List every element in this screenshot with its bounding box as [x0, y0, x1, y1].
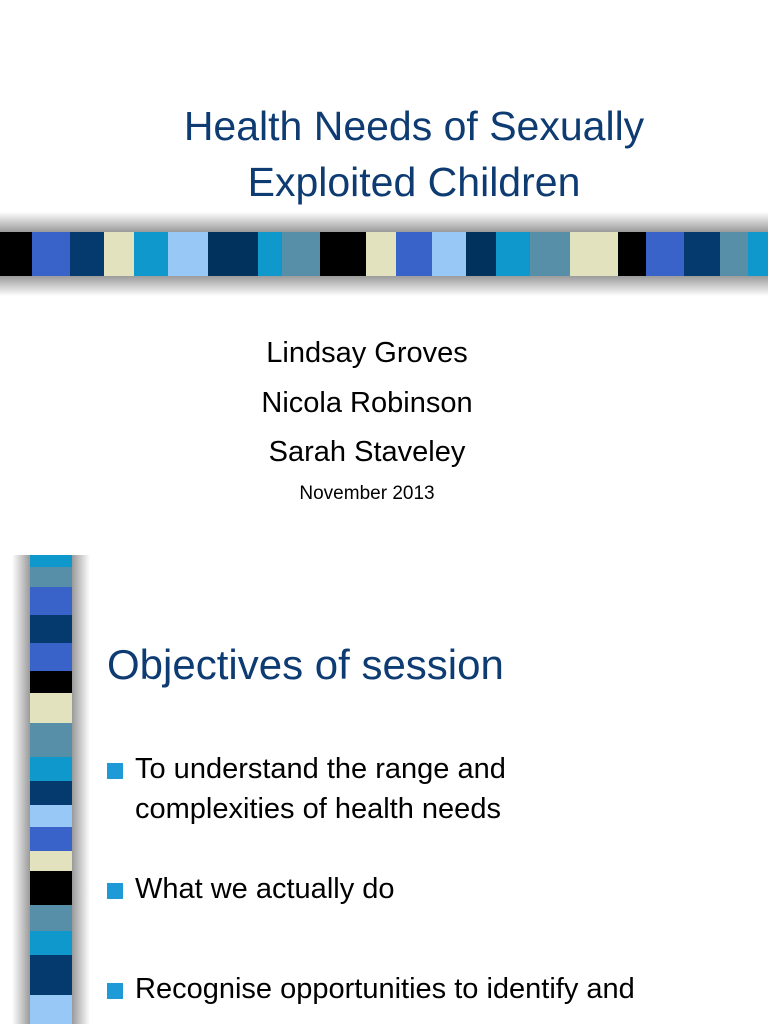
- objectives-title: Objectives of session: [107, 641, 504, 688]
- stripe-block: [646, 232, 684, 276]
- stripe-block: [30, 827, 72, 851]
- stripe-block: [30, 555, 72, 567]
- stripe-block: [530, 232, 570, 276]
- stripe-block: [496, 232, 530, 276]
- stripe-block: [30, 587, 72, 615]
- stripe-block: [208, 232, 258, 276]
- title-line-2: Exploited Children: [247, 159, 581, 205]
- stripe-block: [282, 232, 320, 276]
- stripe-block: [30, 671, 72, 693]
- list-item-text: Recognise opportunities to identify and: [135, 973, 635, 1005]
- bullet-square-icon: [107, 763, 123, 779]
- stripe-block: [30, 781, 72, 805]
- stripe-block: [30, 567, 72, 587]
- stripe-block: [30, 615, 72, 643]
- author-name: Nicola Robinson: [261, 386, 473, 419]
- bullet-square-icon: [107, 983, 123, 999]
- stripe-block: [320, 232, 366, 276]
- stripe-block: [0, 232, 32, 276]
- list-item: [107, 869, 767, 969]
- list-item: [107, 749, 767, 869]
- list-item-text: What we actually do: [135, 873, 395, 905]
- stripe-block: [258, 232, 282, 276]
- stripe-block: [30, 851, 72, 871]
- presentation-date: November 2013: [299, 482, 435, 504]
- stripe-block: [32, 232, 70, 276]
- stripe-block: [30, 805, 72, 827]
- stripe-block: [684, 232, 720, 276]
- decorative-stripe-band: [0, 212, 768, 296]
- stripe-block: [30, 871, 72, 905]
- decorative-vertical-stripe: [0, 555, 90, 1024]
- stripe-block: [168, 232, 208, 276]
- stripe-block: [134, 232, 168, 276]
- author-name: Sarah Staveley: [268, 436, 466, 468]
- stripe-block: [104, 232, 134, 276]
- stripe-block: [30, 905, 72, 931]
- title-line-1: Health Needs of Sexually: [183, 103, 645, 149]
- stripe-block: [70, 232, 104, 276]
- stripe-block: [30, 693, 72, 723]
- stripe-block: [748, 232, 768, 276]
- author-list: [232, 329, 502, 508]
- stripe-block: [396, 232, 432, 276]
- stripe-block: [30, 995, 72, 1024]
- stripe-block: [570, 232, 618, 276]
- stripe-block: [720, 232, 748, 276]
- stripe-block: [432, 232, 466, 276]
- stripe-block: [366, 232, 396, 276]
- stripe-block: [30, 931, 72, 955]
- stripe-block: [30, 757, 72, 781]
- list-item-text: To understand the range and complexities of health needs: [135, 753, 506, 825]
- stripe-block: [30, 643, 72, 671]
- objectives-slide: [0, 555, 768, 1024]
- stripe-block: [466, 232, 496, 276]
- author-name: Lindsay Groves: [266, 337, 468, 369]
- list-item: [107, 969, 767, 1024]
- stripe-block: [30, 723, 72, 757]
- slide-title: [60, 98, 768, 210]
- stripe-block: [30, 955, 72, 995]
- bullet-square-icon: [107, 883, 123, 899]
- stripe-block: [618, 232, 646, 276]
- objectives-list: [107, 749, 767, 1024]
